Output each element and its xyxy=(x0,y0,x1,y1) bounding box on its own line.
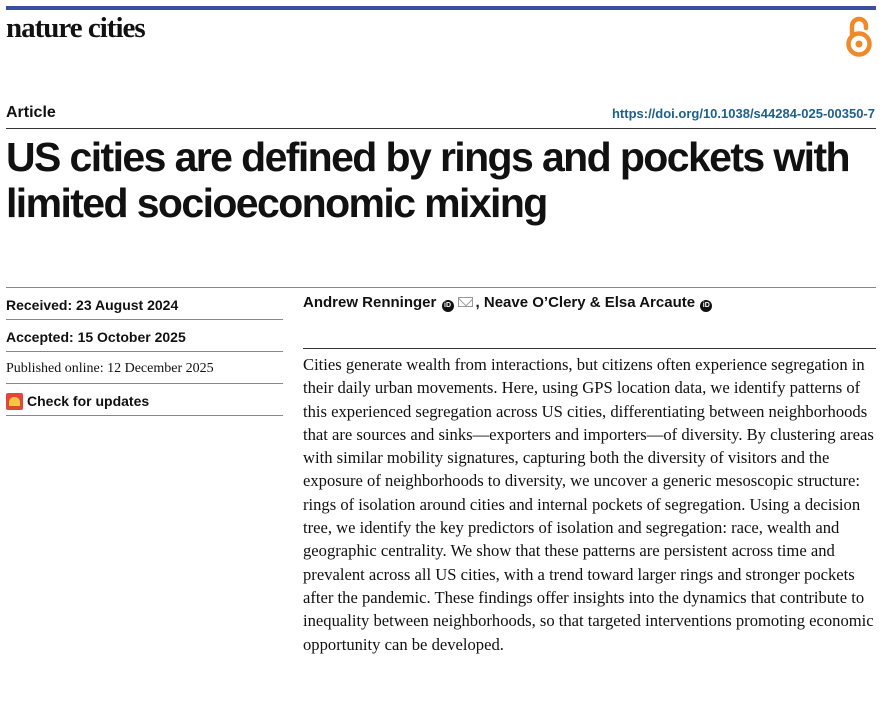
author-names[interactable]: , Neave O’Clery & Elsa Arcaute xyxy=(475,294,696,311)
orcid-icon[interactable]: iD xyxy=(442,300,454,312)
published-date: Published online: 12 December 2025 xyxy=(6,361,214,376)
orcid-icon[interactable]: iD xyxy=(700,300,712,312)
accepted-row xyxy=(6,320,283,352)
received-row xyxy=(6,288,283,320)
author-list xyxy=(303,294,713,312)
title-divider xyxy=(6,128,876,129)
published-row xyxy=(6,352,283,384)
crossmark-icon xyxy=(6,393,23,410)
check-updates-label: Check for updates xyxy=(27,393,150,409)
email-icon[interactable] xyxy=(458,297,473,307)
accepted-label: Accepted: xyxy=(6,329,78,345)
check-updates-row xyxy=(6,384,283,416)
open-access-lock-icon xyxy=(844,14,874,58)
abstract-text: Cities generate wealth from interactions, but citizens often experience segregation in their daily urban movements. Here, using GPS location data, we identify patterns of this experienced segregation across US cities, differentiating between neighborhoods that are sources and sinks—exporters and importers—of diversity. By clustering areas with similar mobility signatures, capturing both the diversity of visitors and the exposure of neighborhoods to diversity, we uncover a generic mesoscopic structure: rings of isolation around cities and internal pockets of segregation. Using a decision tree, we identify the key predictors of isolation and segregation: race, wealth and geographic centrality. We show that these patterns are persistent across time and prevalent across all US cities, with a trend toward larger rings and stronger pockets after the pandemic. These findings offer insights into the dynamics that contribute to inequality between neighborhoods, so that targeted interventions promoting economic opportunity can be developed. xyxy=(303,355,874,654)
doi-link[interactable]: https://doi.org/10.1038/s44284-025-00350-7 xyxy=(611,106,875,121)
received-date: 23 August 2024 xyxy=(76,297,179,313)
article-dates-panel xyxy=(6,288,283,416)
check-updates-button[interactable] xyxy=(6,385,283,417)
accepted-date: 15 October 2025 xyxy=(77,329,186,345)
abstract-divider xyxy=(303,348,876,349)
article-type: Article xyxy=(6,104,56,121)
received-label: Received: xyxy=(6,297,77,313)
article-title: US cities are defined by rings and pockets with limited socioeconomic mixing xyxy=(6,134,849,226)
header-accent-bar xyxy=(6,6,876,10)
author-name[interactable]: Andrew Renninger xyxy=(303,294,437,311)
journal-name: nature cities xyxy=(6,12,145,44)
